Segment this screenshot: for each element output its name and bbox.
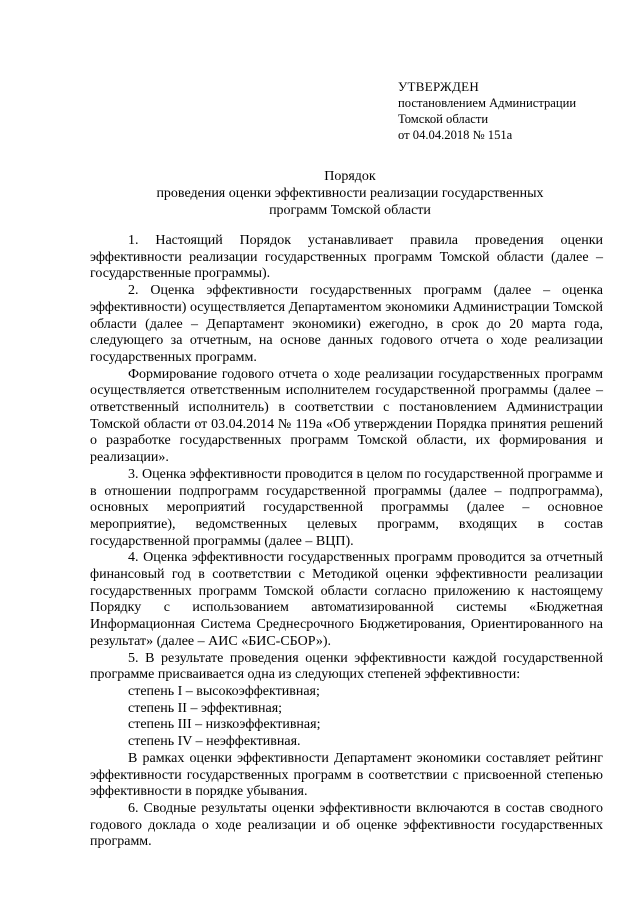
- paragraph-6: 5. В результате проведения оценки эффективности каждой государственной программе присваивается одна из следующих степеней эффективности:: [90, 650, 603, 683]
- paragraph-7: В рамках оценки эффективности Департамент экономики составляет рейтинг эффективности государственных программ в соответствии с присвоенной степенью эффективности в порядке убывания.: [90, 750, 603, 800]
- approval-stamp: [398, 79, 618, 143]
- approval-line-2: Томской области: [398, 112, 489, 126]
- list-item-degree-1: степень I – высокоэффективная;: [128, 683, 320, 699]
- paragraph-2: 2. Оценка эффективности государственных программ (далее – оценка эффективности) осуществляется Департаментом экономики Администрации Томской области (далее – Департамент экономики) ежегодно, в срок до 20 марта года, следующего за отчетным, на основе данных годового отчета о ходе реализации государственных программ.: [90, 283, 603, 365]
- paragraph-4: 3. Оценка эффективности проводится в целом по государственной программе и в отношении подпрограмм государственной программы (далее – подпрограмма), основных мероприятий государственной программы (далее – основное мероприятие), ведомственных целевых программ, входящих в состав государственной программы (далее – ВЦП).: [90, 466, 604, 549]
- title-line-3: программ Томской области: [269, 202, 431, 218]
- title-line-1: Порядок: [324, 169, 376, 184]
- title-line-2: проведения оценки эффективности реализации государственных: [156, 185, 544, 201]
- paragraph-8: 6. Сводные результаты оценки эффективности включаются в состав сводного годового доклада о ходе реализации и об оценке эффективности государственных программ.: [90, 800, 603, 850]
- paragraph-3: Формирование годового отчета о ходе реализации государственных программ осуществляется ответственным исполнителем государственной программы (далее – ответственный исполнитель) в соответствии с постановлением Администрации Томской области от 03.04.2014 № 119а «Об утверждении Порядка принятия решений о разработке государственных программ Томской области, их формирования и реализации».: [90, 366, 603, 466]
- approval-line-1: постановлением Администрации: [398, 96, 577, 110]
- list-item-degree-3: степень III – низкоэффективная;: [128, 717, 321, 733]
- paragraph-5: 4. Оценка эффективности государственных программ проводится за отчетный финансовый год в соответствии с Методикой оценки эффективности реализации государственных программ Томской области согласно приложению к настоящему Порядку с использованием автоматизированной системы «Бюджетная Информационная Система Среднесрочного Бюджетирования, Ориентированного на результат» (далее – АИС «БИС-СБОР»).: [90, 550, 603, 649]
- document-title: [90, 169, 610, 219]
- list-item-degree-4: степень IV – неэффективная.: [128, 734, 301, 750]
- list-item-degree-2: степень II – эффективная;: [128, 700, 283, 716]
- paragraph-1: 1. Настоящий Порядок устанавливает правила проведения оценки эффективности реализации государственных программ Томской области (далее – государственные программы).: [90, 233, 603, 282]
- approval-heading: УТВЕРЖДЕН: [398, 79, 480, 94]
- document-body: [90, 233, 603, 851]
- approval-line-3: от 04.04.2018 № 151а: [398, 128, 513, 142]
